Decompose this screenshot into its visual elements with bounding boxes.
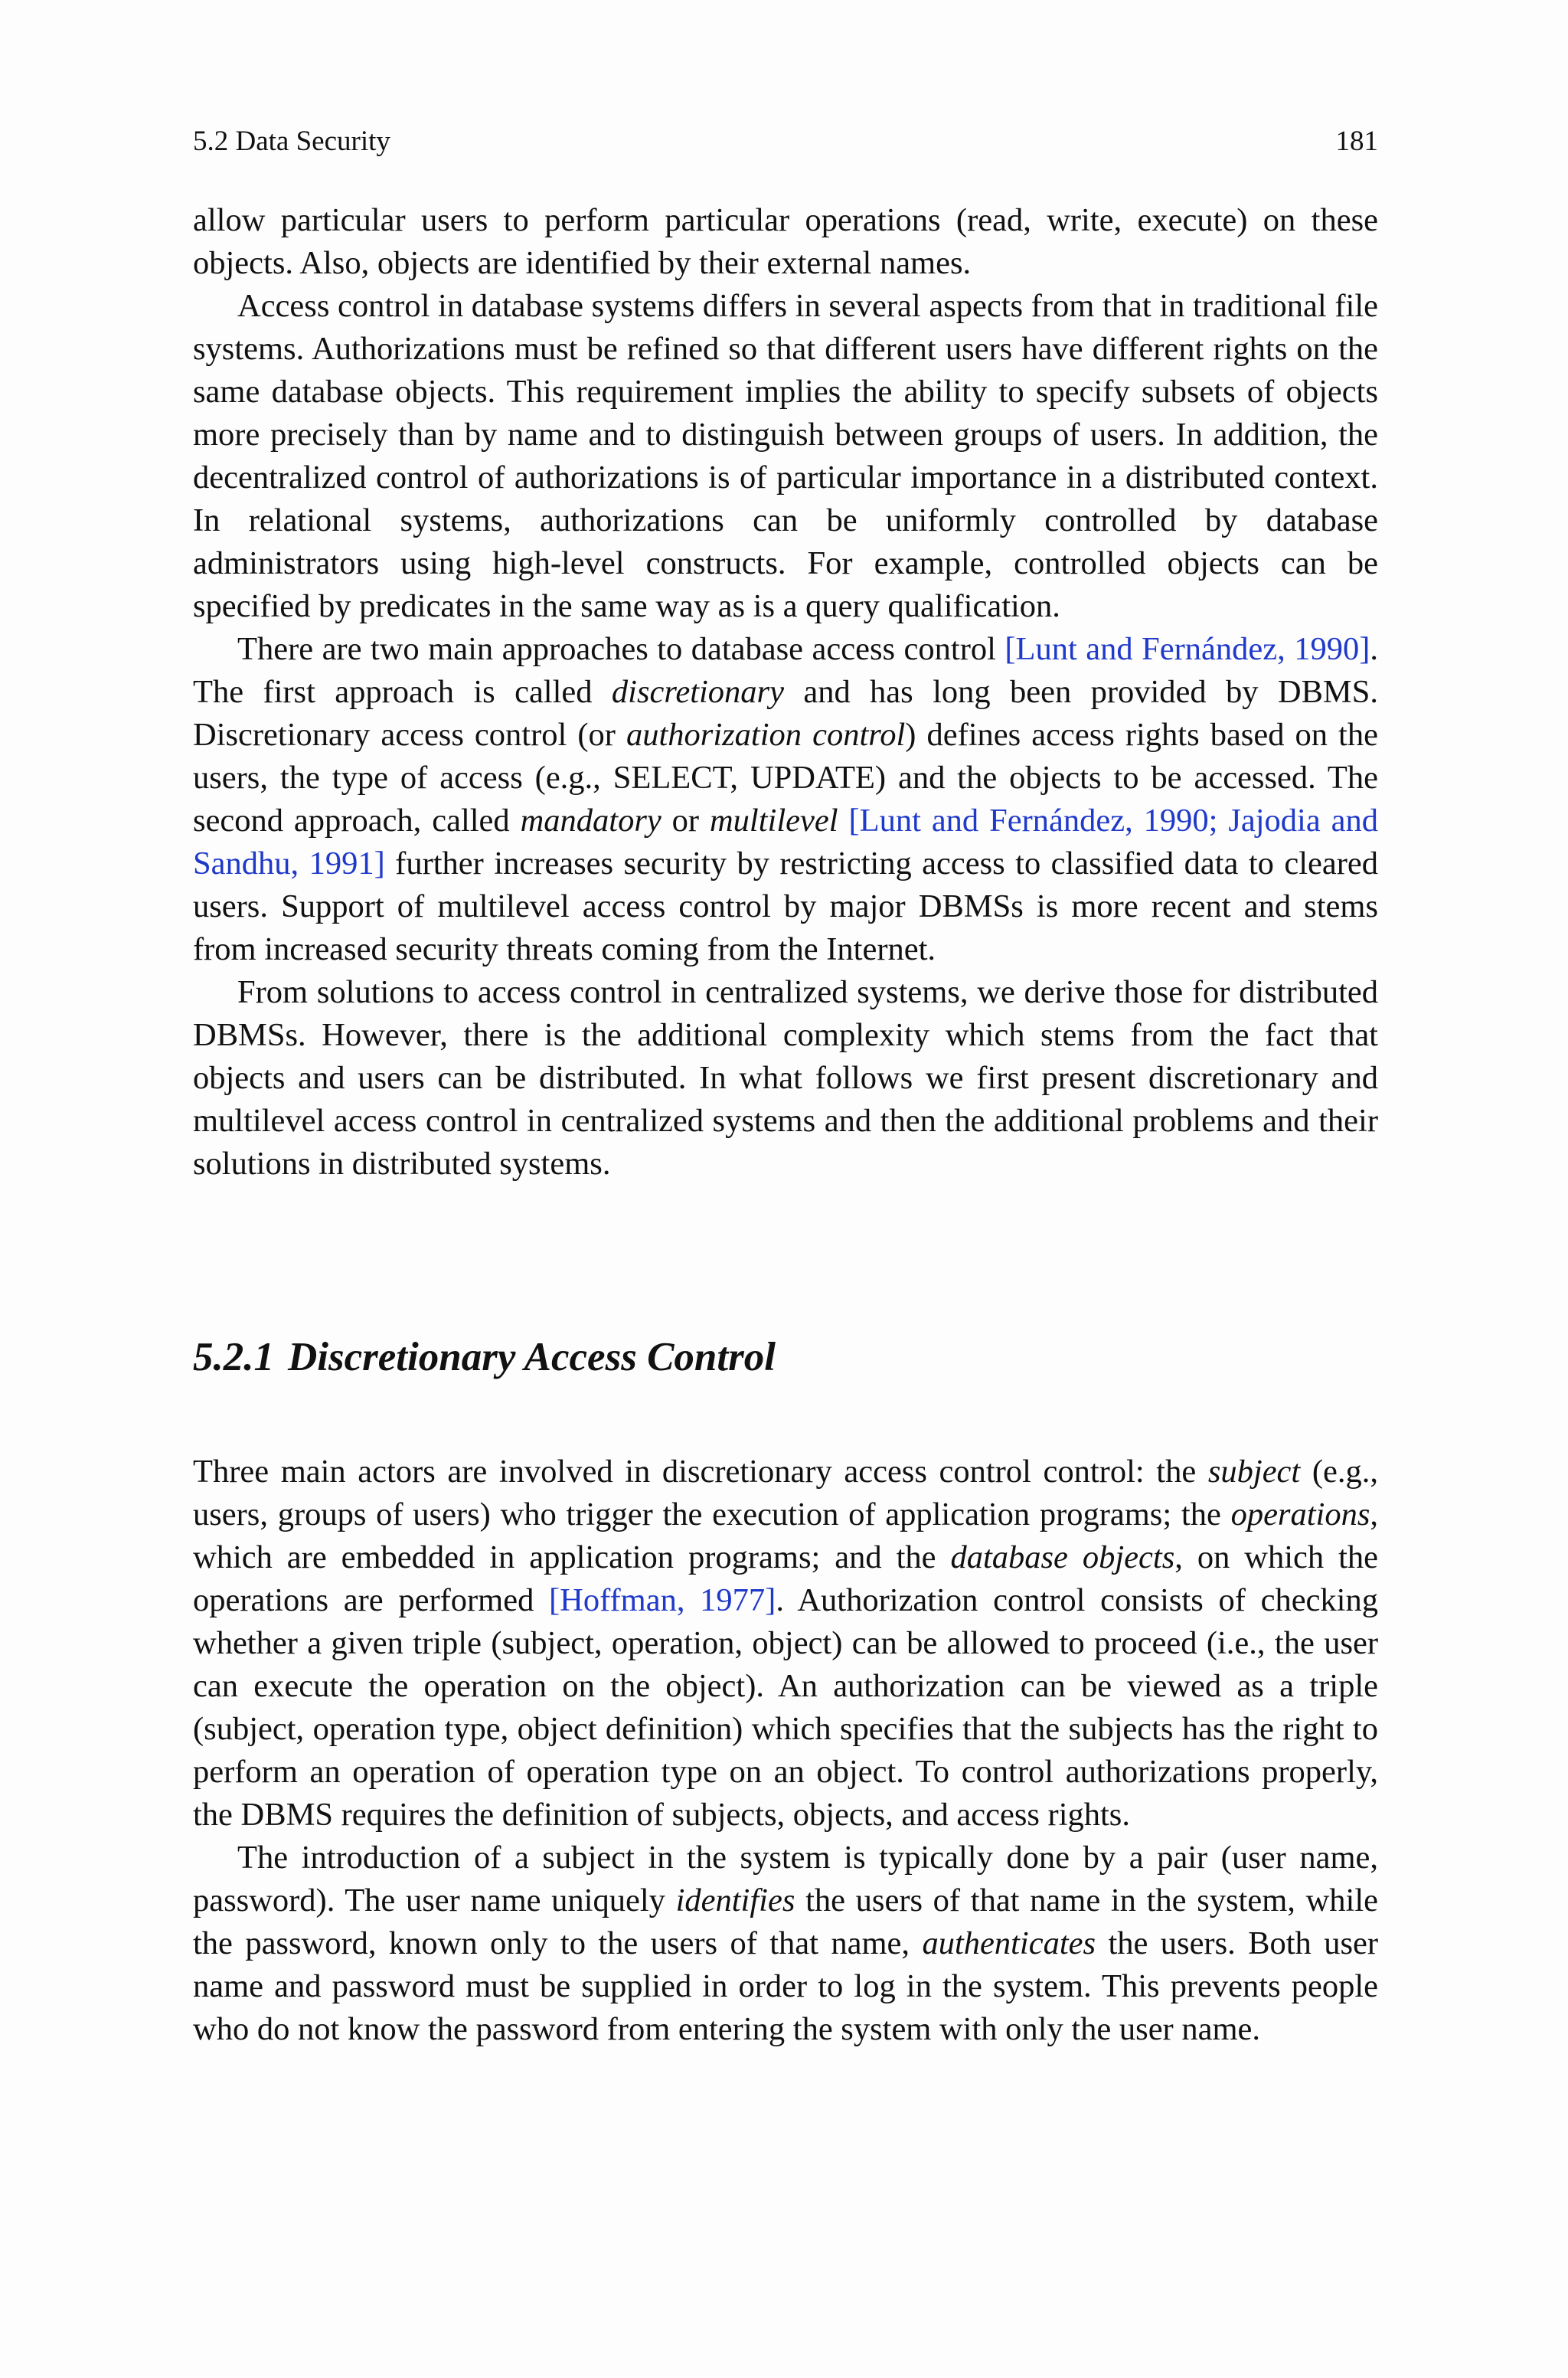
running-header — [193, 123, 1378, 161]
italic-term: subject — [1207, 1454, 1301, 1490]
section-title: Discretionary Access Control — [288, 1335, 776, 1379]
body-text-lower — [193, 1451, 1378, 2051]
body-text-upper — [193, 199, 1378, 1186]
italic-term: authenticates — [922, 1925, 1096, 1961]
text-run: There are two main approaches to database access control — [237, 631, 1005, 667]
citation-link[interactable]: [Lunt and Fernández, 1990; Jajodia and Sandhu, 1991] — [193, 803, 1379, 882]
citation-link[interactable]: [Hoffman, 1977] — [549, 1582, 776, 1618]
italic-term: multilevel — [709, 803, 838, 839]
text-run — [838, 803, 849, 839]
page-number: 181 — [1335, 126, 1378, 157]
paragraph-three-actors — [193, 1451, 1378, 1837]
text-run: (e.g., users, groups of users) who trigger the execution of application programs; the — [193, 1454, 1378, 1532]
italic-term: operations — [1230, 1496, 1370, 1532]
text-run: and has long been provided by DBMS. Discretionary access control (or — [193, 674, 1378, 753]
text-run: or — [661, 803, 710, 839]
text-run: the users of that name in the system, while the password, known only to the users of that name, — [193, 1882, 1378, 1961]
text-run: further increases security by restricting access to classified data to cleared users. Support of multilevel access control by major DBMSs is more recent and stems from increased security threats coming from the Internet. — [193, 846, 1378, 967]
section-number: 5.2.1 — [193, 1335, 274, 1379]
italic-term: discretionary — [611, 674, 784, 710]
text-run: The introduction of a subject in the system is typically done by a pair (user name, password). The user name uniquely — [193, 1840, 1378, 1918]
italic-term: mandatory — [520, 803, 662, 839]
section-heading — [193, 1333, 776, 1382]
citation-link[interactable]: [Lunt and Fernández, 1990] — [1004, 631, 1370, 667]
paragraph-two-approaches — [193, 628, 1378, 971]
paragraph-access-control-differences: Access control in database systems differs in several aspects from that in traditional file systems. Authorizations must be refined so that different users have different rights on the same database objects. This requirement implies the ability to specify subsets of objects more precisely than by name and to distinguish between groups of users. In addition, the decentralized control of authorizations is of particular importance in a distributed context. In relational systems, authorizations can be uniformly controlled by database administrators using high-level constructs. For example, controlled objects can be specified by predicates in the same way as is a query qualification. — [193, 288, 1378, 624]
italic-term: identifies — [675, 1882, 795, 1918]
running-head-section: 5.2 Data Security — [193, 126, 390, 157]
italic-term: authorization control — [626, 717, 906, 753]
text-run: . The first approach is called — [193, 631, 1378, 710]
paragraph-distributed-solutions: From solutions to access control in centralized systems, we derive those for distributed DBMSs. However, there is the additional complexity which stems from the fact that objects and users can be distributed. In what follows we first present discretionary and multilevel access control in centralized systems and then the additional problems and their solutions in distributed systems. — [193, 974, 1378, 1182]
italic-term: database objects — [950, 1539, 1175, 1575]
text-run: the users. Both user name and password must be supplied in order to log in the system. This prevents people who do not know the password from entering the system with only the user name. — [193, 1925, 1379, 2047]
text-run: , which are embedded in application programs; and the — [193, 1496, 1378, 1575]
text-run: ) defines access rights based on the users, the type of access (e.g., SELECT, UPDATE) and the objects to be accessed. The second approach, called — [193, 717, 1378, 839]
text-run: . Authorization control consists of checking whether a given triple (subject, operation, object) can be allowed to proceed (i.e., the user can execute the operation on the object). An authorization can be viewed as a triple (subject, operation type, object definition) which specifies that the subjects has the right to perform an operation of operation type on an object. To control authorizations properly, the DBMS requires the definition of subjects, objects, and access rights. — [193, 1582, 1378, 1833]
text-run: , on which the operations are performed — [193, 1539, 1378, 1618]
paragraph-continued: allow particular users to perform particular operations (read, write, execute) on these objects. Also, objects are identified by their external names. — [193, 202, 1378, 281]
text-run: Three main actors are involved in discretionary access control control: the — [193, 1454, 1208, 1490]
paragraph-subject-introduction — [193, 1837, 1378, 2051]
